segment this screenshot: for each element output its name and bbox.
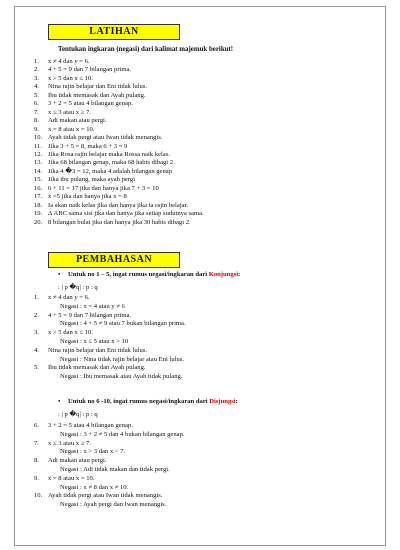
- item-text: x > 5 dan x ≤ 10.: [48, 329, 93, 337]
- item-text: x ≠ 4 dan y = 6.: [48, 294, 90, 301]
- item-number: 15.: [34, 176, 43, 184]
- item-number: 10.: [34, 134, 43, 142]
- negation-line: Negasi : Nina tidak rajin belajar atau Eni lulus.: [60, 355, 184, 363]
- negation-line: Negasi : x = 4 atau y ≠ 6: [60, 302, 125, 310]
- item-text: Ayah tidak pergi atau Iwan tidak menangis.: [48, 492, 163, 500]
- item-number: 18.: [34, 201, 43, 209]
- section1-formula: : | p �q| : p : q: [58, 284, 98, 291]
- list-item: [34, 143, 204, 151]
- section2-colon: :: [235, 398, 238, 405]
- item-text: Jika 4 �3 = 12, maka 4 adalah bilangan genap: [48, 167, 173, 175]
- instruction: Tentukan ingkaran (negasi) dari kalimat majemuk berikut!: [58, 46, 234, 53]
- list-item: [34, 312, 186, 321]
- section1-colon: :: [238, 271, 241, 278]
- item-number: 9.: [34, 474, 39, 482]
- item-number: 1.: [34, 58, 39, 65]
- item-text: Ayah tidak pergi atau Iwan tidak menangis.: [48, 134, 163, 142]
- negation-line: Negasi : x ≠ 8 dan x ≠ 10.: [60, 483, 129, 491]
- item-number: 8.: [34, 457, 39, 465]
- negation-line: Negasi : Ibu memasak atau Ayah tidak pulang.: [60, 373, 183, 381]
- item-number: 19.: [34, 210, 43, 218]
- list-item: [34, 176, 204, 184]
- item-number: 17.: [34, 193, 43, 201]
- list-item: [34, 347, 186, 356]
- item-text: 6 + 11 = 17 jika dan hanya jika 7 + 3 = 10: [48, 184, 159, 192]
- item-text: x = 8 atau x = 10.: [48, 125, 95, 133]
- latihan-list: [34, 58, 204, 227]
- item-number: 12.: [34, 150, 43, 158]
- negation-line: Negasi : 4 + 5 ≠ 9 atau 7 bukan bilangan prima.: [60, 320, 186, 328]
- section1-keyword: Konjungsi: [208, 271, 239, 278]
- item-text: Jika 3 + 5 = 8, maka 6 + 3 = 9: [48, 142, 128, 150]
- section2-lead: Untuk no 6 -10, ingat rumus negasi/ingkaran dari: [68, 398, 210, 405]
- list-item: [34, 210, 204, 218]
- negation-line: Negasi : Ayah pergi dan Iwan menangis.: [60, 501, 167, 509]
- list-item: [34, 134, 204, 142]
- item-number: 6.: [34, 100, 39, 108]
- item-number: 9.: [34, 125, 39, 133]
- item-text: x ≤ 3 atau x ≥ 7.: [48, 439, 91, 447]
- pembahasan-banner: PEMBAHASAN: [48, 252, 180, 268]
- list-item: [34, 126, 204, 134]
- item-number: 7.: [34, 108, 39, 116]
- section2-heading: [58, 398, 238, 405]
- list-item: [34, 75, 204, 83]
- negation-line: Negasi : x > 3 dan x < 7.: [60, 448, 126, 456]
- item-text: Jika 68 bilangan genap, maka 68 habis dibagi 2.: [48, 159, 175, 167]
- section2-formula: : | p �q| : p : q: [58, 411, 98, 418]
- item-number: 14.: [34, 167, 43, 175]
- item-number: 4.: [34, 83, 39, 91]
- item-number: 2.: [34, 66, 39, 74]
- list-item: [34, 117, 204, 125]
- negation-line: Negasi : 3 + 2 ≠ 5 dan 4 bukan bilangan genap.: [60, 430, 185, 438]
- section2-keyword: Disjungsi: [209, 398, 236, 405]
- item-text: x > 5 dan x ≤ 10.: [48, 74, 93, 82]
- list-item: [34, 58, 204, 66]
- item-number: 5.: [34, 91, 39, 99]
- section1-list: [34, 294, 186, 382]
- list-item: [34, 100, 204, 108]
- negation-line: Negasi : x ≤ 5 atau x > 10: [60, 337, 129, 345]
- list-item: [34, 329, 186, 338]
- item-text: Ibu tidak memasak dan Ayah pulang.: [48, 364, 146, 372]
- item-number: 3.: [34, 329, 39, 337]
- list-item: [34, 193, 204, 201]
- list-item: [34, 475, 185, 484]
- item-text: Jika Rosa rajin belajar maka Rossa naik kelas.: [48, 150, 170, 158]
- item-number: 20.: [34, 218, 43, 226]
- item-number: 16.: [34, 184, 43, 192]
- list-item: [34, 440, 185, 449]
- list-item: [34, 159, 204, 167]
- item-text: Ibu tidak memasak dan Ayah pulang.: [48, 91, 146, 99]
- item-number: 5.: [34, 364, 39, 372]
- item-number: 11.: [34, 142, 42, 150]
- item-text: Nina rajin belajar dan Eni tidak lulus.: [48, 346, 148, 354]
- list-item: [34, 219, 204, 227]
- item-text: 3 + 2 = 5 atau 4 bilangan genap.: [48, 100, 133, 108]
- list-item: [34, 168, 204, 176]
- item-number: 3.: [34, 74, 39, 82]
- list-item: [34, 492, 185, 501]
- list-item: [34, 92, 204, 100]
- item-text: x =5 jika dan hanya jika x = 8: [48, 193, 127, 201]
- bullet-icon: •: [58, 271, 61, 278]
- item-text: x = 8 atau x = 10.: [48, 474, 95, 482]
- item-text: Ia akan naik kelas jika dan hanya jika ia rajin belajar.: [48, 201, 189, 209]
- item-text: Δ ABC sama sisi jika dan hanya jika setiap sudutnya sama.: [48, 210, 204, 218]
- item-text: x ≤ 3 atau x ≥ 7.: [48, 108, 91, 116]
- item-text: Nina rajin belajar dan Eni tidak lulus.: [48, 83, 148, 91]
- item-text: Adi makan atau pergi.: [48, 457, 107, 465]
- item-number: 10.: [34, 492, 43, 500]
- list-item: [34, 202, 204, 210]
- list-item: [34, 294, 186, 303]
- item-text: 4 + 5 = 9 dan 7 bilangan prima.: [48, 66, 132, 74]
- item-text: Jika ibu pulang, maka ayah pergi: [48, 176, 136, 184]
- item-text: 3 + 2 = 5 atau 4 bilangan genap.: [48, 422, 133, 429]
- section1-heading: [58, 271, 240, 278]
- list-item: [34, 151, 204, 159]
- item-number: 8.: [34, 117, 39, 125]
- item-number: 6.: [34, 422, 39, 429]
- list-item: [34, 185, 204, 193]
- list-item: [34, 422, 185, 431]
- bullet-icon: •: [58, 398, 61, 405]
- item-number: 2.: [34, 311, 39, 319]
- item-number: 4.: [34, 346, 39, 354]
- item-text: x ≠ 4 dan y = 6.: [48, 58, 90, 65]
- section1-lead: Untuk no 1 – 5, ingat rumus negasi/ingkaran dari: [68, 271, 209, 278]
- latihan-banner: LATIHAN: [48, 24, 180, 40]
- negation-line: Negasi : Adi tidak makan dan tidak pergi.: [60, 465, 170, 473]
- item-text: Adi makan atau pergi.: [48, 117, 107, 125]
- item-number: 13.: [34, 159, 43, 167]
- list-item: [34, 83, 204, 91]
- list-item: [34, 364, 186, 373]
- item-number: 7.: [34, 439, 39, 447]
- section2-list: [34, 422, 185, 510]
- list-item: [34, 109, 204, 117]
- list-item: [34, 66, 204, 74]
- item-number: 1.: [34, 294, 39, 301]
- list-item: [34, 457, 185, 466]
- item-text: 4 + 5 = 9 dan 7 bilangan prima.: [48, 311, 132, 319]
- item-text: 8 bilangan bulat jika dan hanya jika 30 habis dibagi 2.: [48, 218, 191, 226]
